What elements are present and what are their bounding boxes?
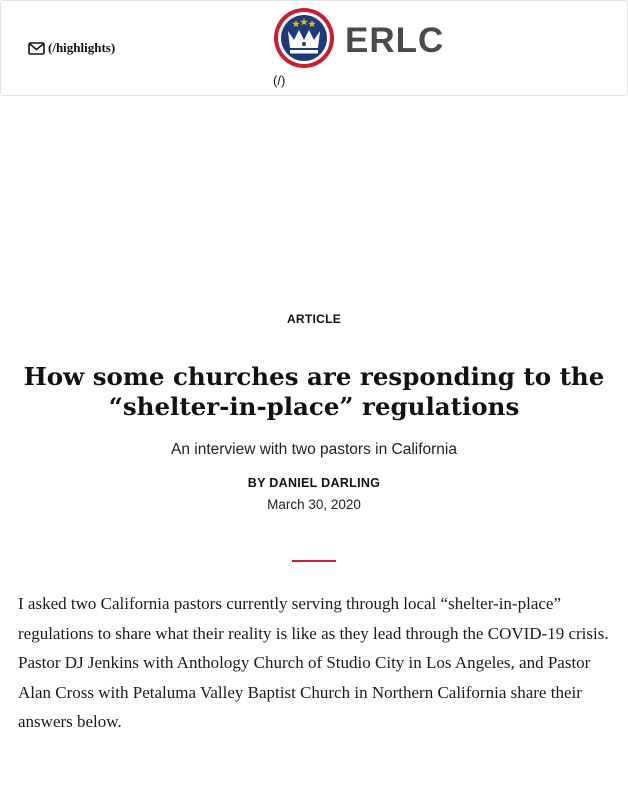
erlc-logo-link[interactable] (273, 7, 444, 74)
highlights-link[interactable] (28, 40, 115, 56)
logo-link-path: (/) (273, 73, 286, 88)
mail-icon (28, 42, 45, 55)
crown-logo-icon (273, 7, 335, 74)
article-eyebrow: ARTICLE (286, 312, 342, 326)
article-date: March 30, 2020 (267, 497, 361, 512)
logo-wordmark: ERLC (345, 20, 445, 60)
highlights-link-label: (/highlights) (48, 40, 116, 55)
site-header (0, 0, 628, 96)
article-byline: BY DANIEL DARLING (247, 476, 381, 490)
article-title: How some churches are responding to the “shelter-in-place” regulations (23, 362, 605, 421)
article-subtitle: An interview with two pastors in California (170, 441, 457, 458)
section-divider (292, 560, 336, 562)
article-paragraph: I asked two California pastors currently serving through local “shelter-in-place” regulations to share what their reality is like as they lead through the COVID-19 crisis. Pastor DJ Jenkins with Anthology Church of Studio City in Los Angeles, and Pastor Alan Cross with Petaluma Valley Baptist Church in Northern California share their answers below. (18, 594, 609, 731)
